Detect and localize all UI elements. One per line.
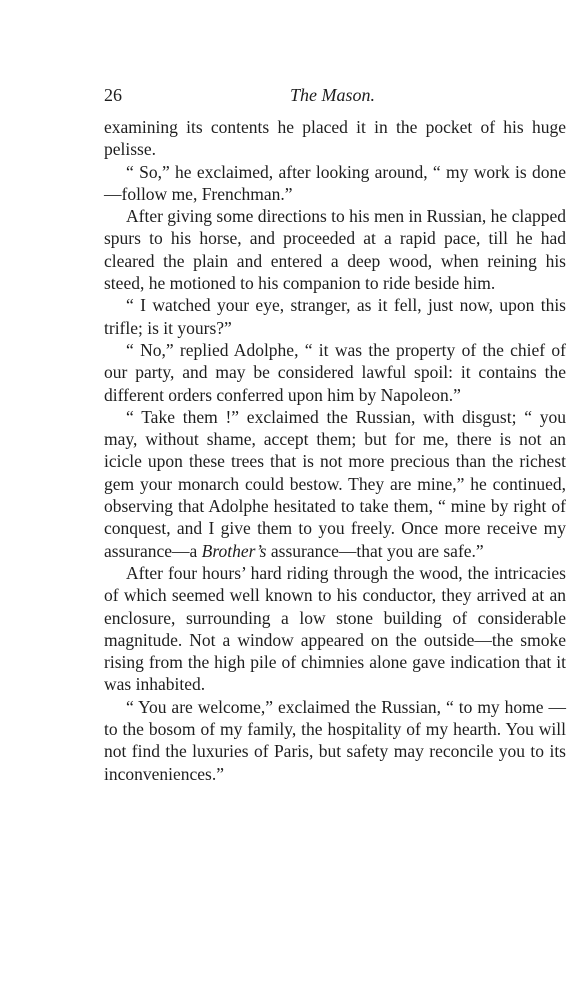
paragraph-continuation: examining its contents he placed it in the pocket of his huge pelisse. bbox=[104, 117, 566, 160]
paragraph-take-them bbox=[104, 406, 566, 562]
assurance-text: assurance—that you are safe.” bbox=[270, 540, 484, 561]
page-header bbox=[104, 82, 548, 108]
take-them-text: “ Take them !” exclaimed the Russian, with disgust; “ you may, without shame, accept them; but for me, there is not an icicle upon these trees that is not more precious than the richest gem your monarch could bestow. They are mine,” he continued, observing that Adolphe hesitated to take them, “ mine by right of conquest, and I give them to you freely. Once more receive my assurance—a bbox=[104, 406, 566, 561]
paragraph-welcome: “ You are welcome,” exclaimed the Russian, “ to my home —to the bosom of my family, the hospitality of my hearth. You will not find the luxuries of Paris, but safety may reconcile you to its inconveniences.” bbox=[104, 696, 566, 784]
paragraph-four-hours: After four hours’ hard riding through the wood, the intricacies of which seemed well known to his conductor, they arrived at an enclosure, surrounding a low stone building of considerable magnitude. Not a window appeared on the outside—the smoke rising from the high pile of chimnies alone gave indication that it was inhabited. bbox=[104, 562, 566, 695]
paragraph-watched-eye: “ I watched your eye, stranger, as it fell, just now, upon this trifle; is it yours?” bbox=[104, 295, 566, 338]
body-text bbox=[104, 116, 566, 785]
brothers-italic: Brother’s bbox=[201, 540, 267, 561]
running-title: The Mason. bbox=[290, 85, 375, 105]
paragraph-adolphe-reply: “ No,” replied Adolphe, “ it was the property of the chief of our party, and may be considered lawful spoil: it contains the different orders conferred upon him by Napoleon.” bbox=[104, 339, 566, 405]
paragraph-russian-so: “ So,” he exclaimed, after looking around, “ my work is done—follow me, Frenchman.” bbox=[104, 161, 566, 204]
page-number: 26 bbox=[104, 85, 122, 105]
paragraph-directions: After giving some directions to his men in Russian, he clapped spurs to his horse, and proceeded at a rapid pace, till he had cleared the plain and entered a deep wood, when reining his steed, he motioned to his companion to ride beside him. bbox=[104, 206, 566, 294]
